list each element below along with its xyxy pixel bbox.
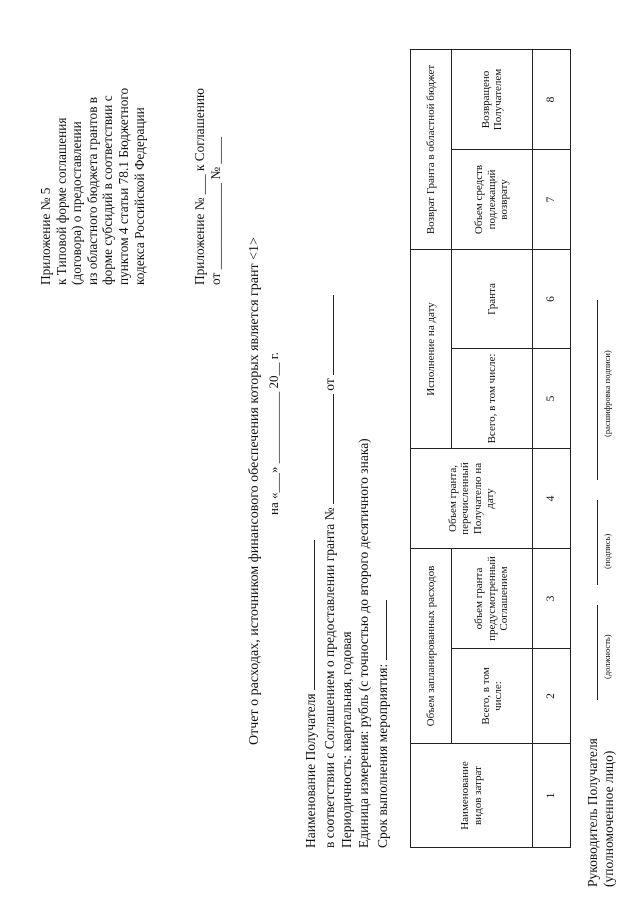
signature-block	[585, 738, 617, 887]
unit-text: Единица измерения: рубль (с точностью до второго десятичного знака)	[356, 438, 371, 848]
appendix-line-3: (договора) о предоставлении	[69, 121, 85, 285]
appendix-line-2: к Типовой форме соглашения	[53, 117, 69, 285]
column-number: 3	[533, 549, 571, 649]
appendix-sub-line-2: от _____________ № ____	[208, 137, 223, 285]
appendix-line-1: Приложение № 5	[38, 187, 53, 285]
agreement-date-blank	[319, 295, 334, 375]
appendix-note	[38, 88, 147, 285]
agreement-label: в соответствии с Соглашением о предоставлении гранта №	[322, 507, 337, 848]
signature-line	[596, 500, 598, 585]
column-number: 2	[533, 649, 571, 744]
appendix-sub-line-1: Приложение № ___ к Соглашению	[192, 88, 207, 285]
expense-report-table	[410, 49, 571, 848]
column-number: 7	[533, 149, 571, 249]
periodicity-text: Периодичность: квартальная, годовая	[339, 631, 354, 848]
position-caption: (должность)	[602, 634, 612, 679]
header-returned: Возвращено Получателем	[452, 49, 533, 149]
decoding-caption: (расшифровка подписи)	[602, 350, 612, 437]
header-planned-total: Всего, в том числе:	[452, 649, 533, 744]
column-number: 6	[533, 249, 571, 348]
signature-subtitle: (уполномоченное лицо)	[601, 750, 616, 887]
report-date-line: на «___» ___________ 20__ г.	[266, 352, 281, 515]
recipient-label: Наименование Получателя	[303, 693, 318, 848]
signature-caption: (подпись)	[602, 533, 612, 569]
signature-title: Руководитель Получателя	[585, 738, 600, 887]
recipient-blank	[300, 540, 315, 690]
header-exec-grant: Гранта	[452, 249, 533, 348]
column-number: 4	[533, 449, 571, 549]
agreement-row	[319, 295, 338, 848]
header-planned-group: Объем запланированных расходов	[411, 549, 452, 744]
column-number: 1	[533, 744, 571, 848]
position-line	[596, 605, 598, 700]
appendix-line-6: пунктом 4 статьи 78.1 Бюджетного	[115, 87, 131, 285]
header-return-due: Объем средств подлежащий возврату	[452, 149, 533, 249]
header-expense-type: Наименование видов затрат	[411, 744, 533, 848]
appendix-line-4: из областного бюджета грантов в	[84, 96, 100, 285]
appendix-agreement-ref	[192, 88, 224, 285]
agreement-number-blank	[319, 394, 334, 504]
recipient-row	[300, 295, 319, 848]
header-return-group: Возврат Гранта в областной бюджет	[411, 49, 452, 249]
column-number: 5	[533, 349, 571, 449]
header-planned-grant: объем гранта предусмотренный Соглашением	[452, 549, 533, 649]
header-execution-group: Исполнение на дату	[411, 249, 452, 448]
agreement-from-label: от	[322, 378, 337, 391]
column-number-row	[533, 49, 571, 847]
deadline-row	[372, 295, 391, 848]
deadline-label: Срок выполнения мероприятия:	[375, 663, 390, 848]
recipient-info	[300, 295, 391, 848]
header-exec-total: Всего, в том числе:	[452, 349, 533, 449]
appendix-line-5: форме субсидий в соответствии с	[100, 95, 116, 285]
deadline-blank	[372, 600, 387, 660]
appendix-line-7: кодекса Российской Федерации	[131, 107, 147, 285]
column-number: 8	[533, 49, 571, 149]
decoding-line	[596, 300, 598, 480]
header-transferred: Объем гранта, перечисленный Получателю на дату	[411, 449, 533, 549]
report-title: Отчет о расходах, источником финансового обеспечения которых является грант <1>	[247, 237, 262, 745]
